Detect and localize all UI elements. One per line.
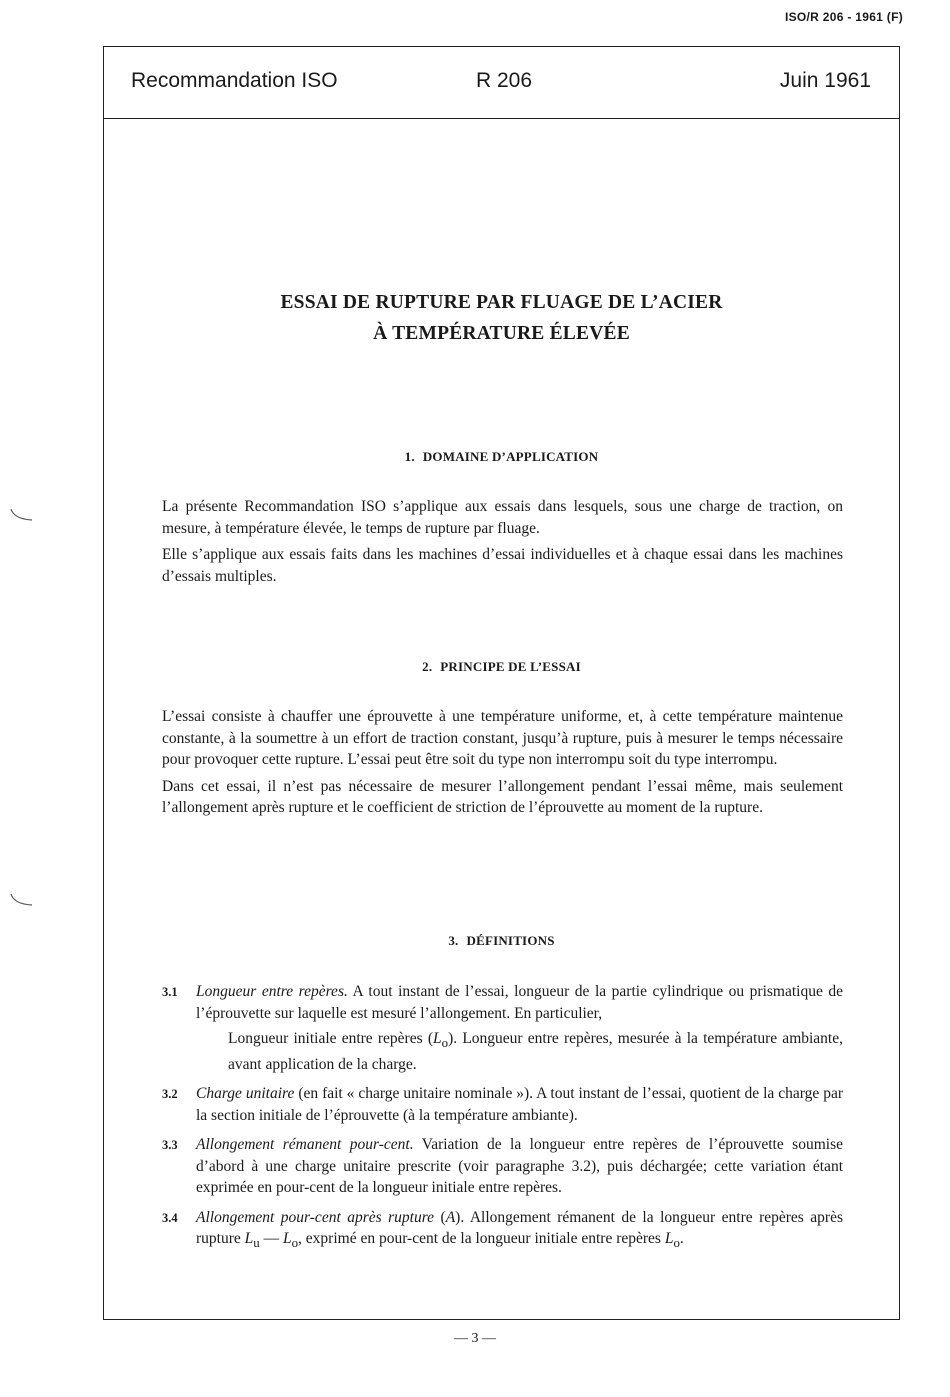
section-title: PRINCIPE DE L’ESSAI <box>440 659 581 674</box>
definitions-list <box>162 981 843 1262</box>
definition-item <box>162 1134 843 1199</box>
definition-text: Variation de la longueur entre repères de l’éprouvette soumise d’abord à une charge unitaire prescrite (voir paragraphe 3.2), puis déchargée; cette variation étant exprimée en pour-cent de la longueur initiale entre repères. <box>196 1136 843 1197</box>
definition-term: Longueur entre repères. <box>196 983 348 1000</box>
section-title: DÉFINITIONS <box>466 933 555 948</box>
definition-number: 3.4 <box>162 1210 178 1225</box>
title-line-1: ESSAI DE RUPTURE PAR FLUAGE DE L’ACIER <box>280 292 723 313</box>
section-2-body <box>162 706 843 824</box>
section-number: 2. <box>422 659 433 674</box>
definition-item <box>162 1083 843 1126</box>
section-2-heading <box>104 659 899 675</box>
definition-number: 3.1 <box>162 985 178 999</box>
section-number: 1. <box>404 449 415 464</box>
title-line-2: À TEMPÉRATURE ÉLEVÉE <box>373 323 630 344</box>
definition-text: (en fait « charge unitaire nominale »). A tout instant de l’essai, quotient de la charge par la section initiale de l’éprouvette (à la température ambiante). <box>196 1085 843 1124</box>
paragraph: Dans cet essai, il n’est pas nécessaire de mesurer l’allongement pendant l’essai même, mais seulement l’allongement après rupture et le coefficient de striction de l’éprouvette au moment de la rupture. <box>162 777 843 816</box>
page-number: — 3 — <box>454 1331 496 1346</box>
section-title: DOMAINE D’APPLICATION <box>422 449 599 464</box>
definition-term: Allongement pour-cent après rupture <box>196 1208 435 1226</box>
document-reference: ISO/R 206 - 1961 (F) <box>784 10 903 24</box>
margin-mark-icon <box>8 893 34 907</box>
paragraph: L’essai consiste à chauffer une éprouvette à une température uniforme, et, à cette température maintenue constante, à la soumettre à un effort de traction constant, jusqu’à rupture, puis à mesurer le temps nécessaire pour provoquer cette rupture. L’essai peut être soit du type non interrompu soit du type interrompu. <box>162 708 843 768</box>
definition-term: Charge unitaire <box>196 1085 295 1103</box>
section-3-heading <box>104 933 899 949</box>
paragraph: La présente Recommandation ISO s’applique aux essais dans lesquels, sous une charge de traction, on mesure, à température élevée, le temps de rupture par fluage. <box>162 498 843 537</box>
header-bar <box>104 47 899 119</box>
margin-mark-icon <box>8 508 34 522</box>
section-number: 3. <box>448 933 459 948</box>
header-publication: Recommandation ISO <box>131 69 338 92</box>
definition-number: 3.2 <box>162 1087 178 1102</box>
document-title <box>104 287 899 349</box>
definition-text: A tout instant de l’essai, longueur de la partie cylindrique ou prismatique de l’éprouvette sur laquelle est mesuré l’allongement. En particulier, <box>196 983 844 1022</box>
definition-number: 3.3 <box>162 1138 178 1153</box>
section-1-heading <box>104 449 899 465</box>
symbol-a: A <box>445 1208 456 1226</box>
definition-subitem: Longueur initiale entre repères $(L_o)$. Longueur entre repères, mesurée à la température ambiante, avant application de la charge. <box>228 1030 843 1073</box>
header-number: R 206 <box>476 69 533 92</box>
section-1-body <box>162 496 843 592</box>
definition-item: 3.4 Allongement pour-cent après rupture (A). Allongement rémanent de la longueur entre repères après rupture $L_u$ — $L_o$, exprimé en pour-cent de la longueur initiale entre repères $L_o$. <box>162 1208 843 1251</box>
definition-term: Allongement rémanent pour-cent. <box>196 1136 414 1154</box>
header-date: Juin 1961 <box>779 69 871 92</box>
page-frame <box>103 46 900 1320</box>
paragraph: Elle s’applique aux essais faits dans les machines d’essai individuelles et à chaque essai dans les machines d’essais multiples. <box>162 546 843 585</box>
definition-item <box>162 981 843 1075</box>
